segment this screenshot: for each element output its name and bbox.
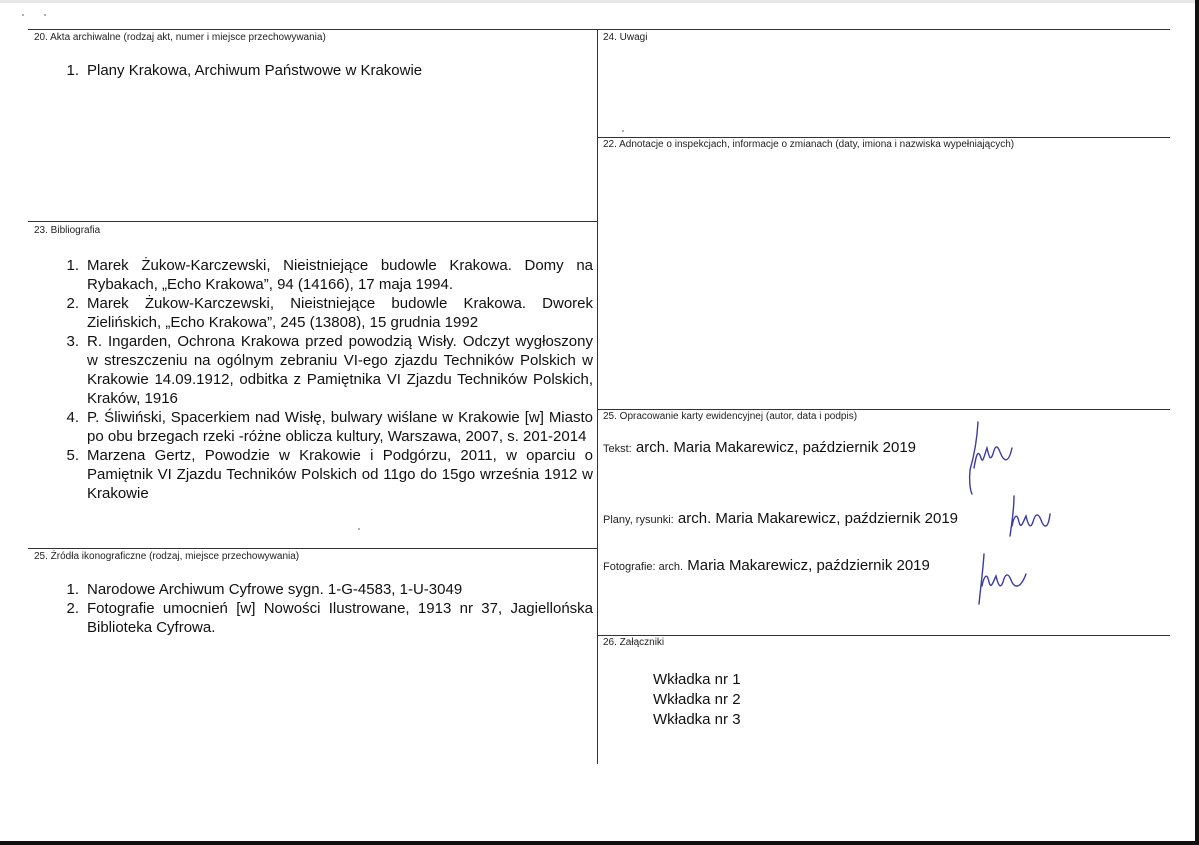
- section-25-author-label: 25. Opracowanie karty ewidencyjnej (autor, data i podpis): [603, 411, 858, 422]
- author-row-text: [603, 439, 916, 456]
- signature-photos: [970, 550, 1036, 608]
- section-25-sources-label: 25. Źródła ikonograficzne (rodzaj, miejsce przechowywania): [34, 551, 300, 562]
- row-prefix: Fotografie: arch.: [603, 561, 684, 573]
- divider-23-25: [28, 548, 597, 549]
- list-item: 5. Marzena Gertz, Powodzie w Krakowie i Podgórzu, 2011, w oparciu o Pamiętnik VI Zjazdu Techników Polskich od 11go do 15go września 1912 w Krakowie: [66, 447, 593, 502]
- list-item: Wkładka nr 1: [653, 671, 741, 688]
- form-center-divider: [597, 29, 598, 764]
- list-item: 1. Plany Krakowa, Archiwum Państwowe w Krakowie: [66, 62, 423, 79]
- list-item: 2. Fotografie umocnień [w] Nowości Ilustrowane, 1913 nr 37, Jagiellońska Biblioteka Cyfrowa.: [66, 600, 593, 636]
- scan-edge-top: [0, 0, 1199, 3]
- list-item: 4. P. Śliwiński, Spacerkiem nad Wisłę, bulwary wiślane w Krakowie [w] Miasto po obu brzegach rzeki -różne oblicza kultury, Warszawa, 2007, s. 201-2014: [66, 409, 593, 445]
- author-row-plans: [603, 510, 958, 527]
- row-prefix: Plany, rysunki:: [603, 514, 674, 526]
- author-row-photos: [603, 557, 930, 574]
- signature-plans: [1004, 492, 1056, 542]
- list-item: 1. Marek Żukow-Karczewski, Nieistniejące budowle Krakowa. Domy na Rybakach, „Echo Krakowa”, 94 (14166), 17 maja 1994.: [66, 257, 593, 293]
- scan-speck: [622, 130, 624, 132]
- list-item: 1. Narodowe Archiwum Cyfrowe sygn. 1-G-4583, 1-U-3049: [66, 581, 463, 598]
- section-23-label: 23. Bibliografia: [34, 225, 101, 236]
- scan-speck: [22, 14, 24, 16]
- section-22-label: 22. Adnotacje o inspekcjach, informacje o zmianach (daty, imiona i nazwiska wypełniających): [603, 139, 1015, 150]
- list-item: 2. Marek Żukow-Karczewski, Nieistniejące budowle Krakowa. Dworek Zielińskich, „Echo Krakowa”, 245 (13808), 15 grudnia 1992: [66, 295, 593, 331]
- scan-edge-right: [1195, 0, 1199, 845]
- divider-22-25: [597, 409, 1170, 410]
- signature-text: [964, 418, 1024, 496]
- attachments-list: [653, 670, 741, 730]
- scan-speck: [358, 528, 360, 530]
- row-prefix: Tekst:: [603, 443, 632, 455]
- section-23-content: [61, 256, 593, 503]
- section-20-label: 20. Akta archiwalne (rodzaj akt, numer i miejsce przechowywania): [34, 32, 326, 43]
- divider-24-22: [597, 137, 1170, 138]
- divider-25-26: [597, 635, 1170, 636]
- scan-speck: [44, 14, 46, 16]
- row-value: Maria Makarewicz, październik 2019: [687, 557, 930, 574]
- row-value: arch. Maria Makarewicz, październik 2019: [635, 439, 917, 456]
- list-item: 3. R. Ingarden, Ochrona Krakowa przed powodzią Wisły. Odczyt wygłoszony w streszczeniu na ogólnym zebraniu VI-ego zjazdu Techników Polskich w Krakowie 14.09.1912, odbitka z Pamiętnika VI Zjazdu Techników Polskich, Kraków, 1916: [66, 333, 593, 407]
- scan-edge-bottom: [0, 841, 1199, 845]
- section-20-content: [61, 61, 561, 80]
- row-value: arch. Maria Makarewicz, październik 2019: [677, 510, 959, 527]
- divider-20-23: [28, 221, 597, 222]
- form-top-border: [28, 29, 1170, 30]
- section-24-label: 24. Uwagi: [603, 32, 648, 43]
- list-item: Wkładka nr 3: [653, 711, 741, 728]
- section-25-sources-content: [61, 580, 593, 637]
- section-26-label: 26. Załączniki: [603, 637, 665, 648]
- list-item: Wkładka nr 2: [653, 691, 741, 708]
